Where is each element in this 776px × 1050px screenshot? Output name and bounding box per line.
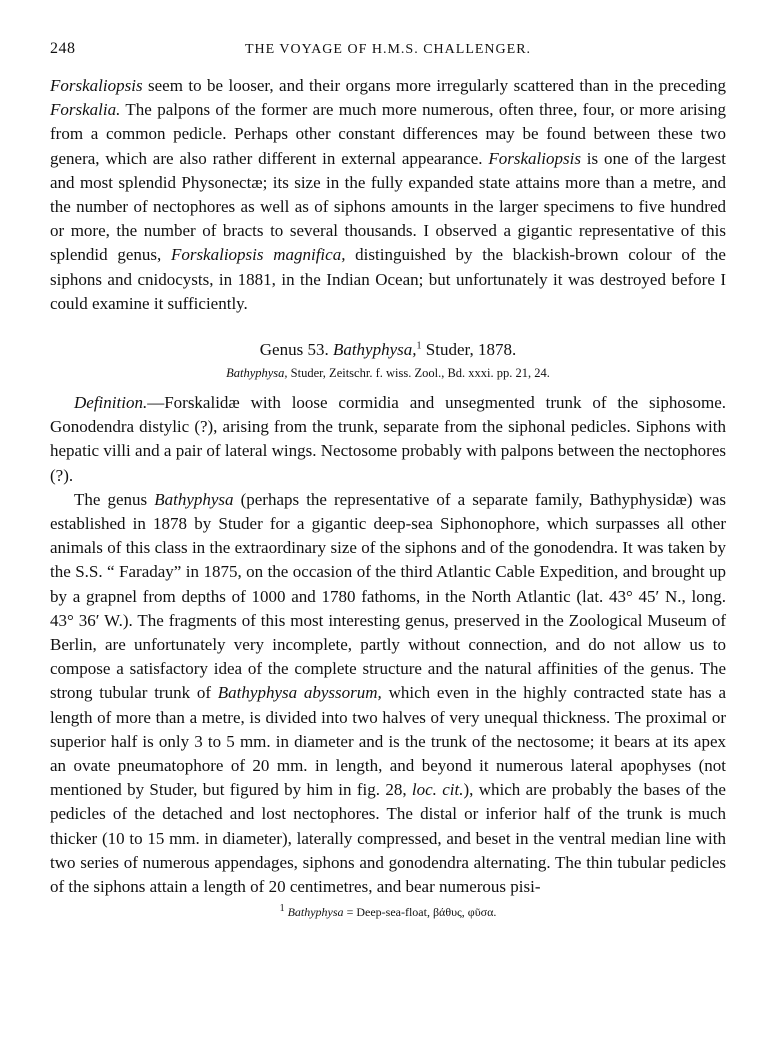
taxon-name: Bathyphysa abyssorum, <box>217 683 382 703</box>
taxon-name: Forskaliopsis <box>50 76 143 95</box>
text-run: ), which are probably the bases of the pedicles of the detached and lost nectophores. The distal or inferior half of the trunk is much thicker (10 to 15 mm. in diameter), laterally compressed, and beset in the ventral median line with two series of numerous appendages, siphons and gonodendra alternating. The thin tubular pedicles of the siphons attain a length of 20 centimetres, and bear numerous pisi- <box>50 780 726 897</box>
taxon-name: Bathyphysa <box>154 489 234 509</box>
taxon-name: Forskaliopsis <box>488 148 581 168</box>
text-run: (perhaps the representative of a separate family, Bathyphysidæ) was established in 1878 by Studer for a gigantic deep-sea Siphonophore, which surpasses all other animals of this class in the extraordinary size of the siphons and of the gonodendra. It was taken by the S.S. “ Faraday” in 1875, on the occasion of the third Atlantic Cable Expedition, and brought up by a grapnel from depths of 1000 and 1780 fathoms, in the North Atlantic (lat. 43° 45′ N., long. 43° 36′ W.). The fragments of this most interesting genus, preserved in the Zoological Museum of Berlin, are unfortunately very incomplete, partly without connection, and do not allow us to compose a satisfactory idea of the complete structure and the natural affinities of the genus. The strong tubular trunk of <box>50 489 726 703</box>
text-run: which even in the highly contracted state has a length of more than a metre, is divided into two halves of very unequal thickness. The proximal or superior half is only 3 to 5 mm. in diameter and is the trunk of the nectosome; it bears at its apex an ovate pneumatophore of 20 mm. in length, and beyond it numerous lateral apophyses (not mentioned by Studer, but figured by him in fig. 28, <box>50 683 726 800</box>
genus-heading <box>50 340 726 360</box>
genus-authority: Studer, 1878. <box>421 340 517 360</box>
page-number: 248 <box>50 40 76 57</box>
page-header <box>50 40 726 62</box>
footnote-mark: 1 <box>279 903 285 915</box>
taxon-name: Forskalia. <box>50 100 121 120</box>
citation-name: Bathyphysa, <box>226 366 288 381</box>
text-run: The palpons of the former are much more numerous, often three, four, or more arising from a common pedicle. Perhaps other constant differences may be found between these two genera, which are also rather different in external appearance. <box>50 100 726 168</box>
text-run: distinguished by the blackish-brown colour of the siphons and cnidocysts, in 1881, in the Indian Ocean; but unfortunately it was destroyed before I could examine it sufficiently. <box>50 245 726 313</box>
footnote-text: = Deep-sea-float, βάθυς, φῦσα. <box>343 905 497 920</box>
taxon-name: Forskaliopsis magnifica, <box>170 245 346 265</box>
genus-citation <box>50 366 726 381</box>
footnote <box>50 905 726 920</box>
footnote-reference: 1 <box>416 340 422 352</box>
running-title: THE VOYAGE OF H.M.S. CHALLENGER. <box>244 42 532 57</box>
citation-text: Studer, Zeitschr. f. wiss. Zool., Bd. xxxi. pp. 21, 24. <box>287 366 550 381</box>
text-run: The genus <box>74 489 155 509</box>
page <box>50 40 726 920</box>
footnote-name: Bathyphysa <box>287 905 344 920</box>
genus-name: Bathyphysa, <box>332 340 417 360</box>
paragraph-forskaliopsis <box>50 74 726 316</box>
reference-abbreviation: loc. cit. <box>411 780 464 800</box>
definition-text: —Forskalidæ with loose cormidia and unsegmented trunk of the siphosome. Gonodendra distylic (?), arising from the trunk, separate from the siphonal pedicles. Siphons with hepatic villi and a pair of lateral wings. Nectosome probably with palpons between the nectophores (?). <box>50 393 726 485</box>
text-run: seem to be looser, and their organs more irregularly scattered than in the preceding <box>142 76 726 95</box>
definition-label: Definition. <box>74 393 148 413</box>
definition-paragraph <box>50 391 726 488</box>
text-run: is one of the largest and most splendid Physonectæ; its size in the fully expanded state attains more than a metre, and the number of nectophores as well as of siphons amounts in the larger specimens to five hundred or more, the number of bracts to several thousands. I observed a gigantic representative of this splendid genus, <box>50 148 726 265</box>
genus-prefix: Genus 53. <box>259 340 333 360</box>
paragraph-bathyphysa <box>50 488 726 899</box>
